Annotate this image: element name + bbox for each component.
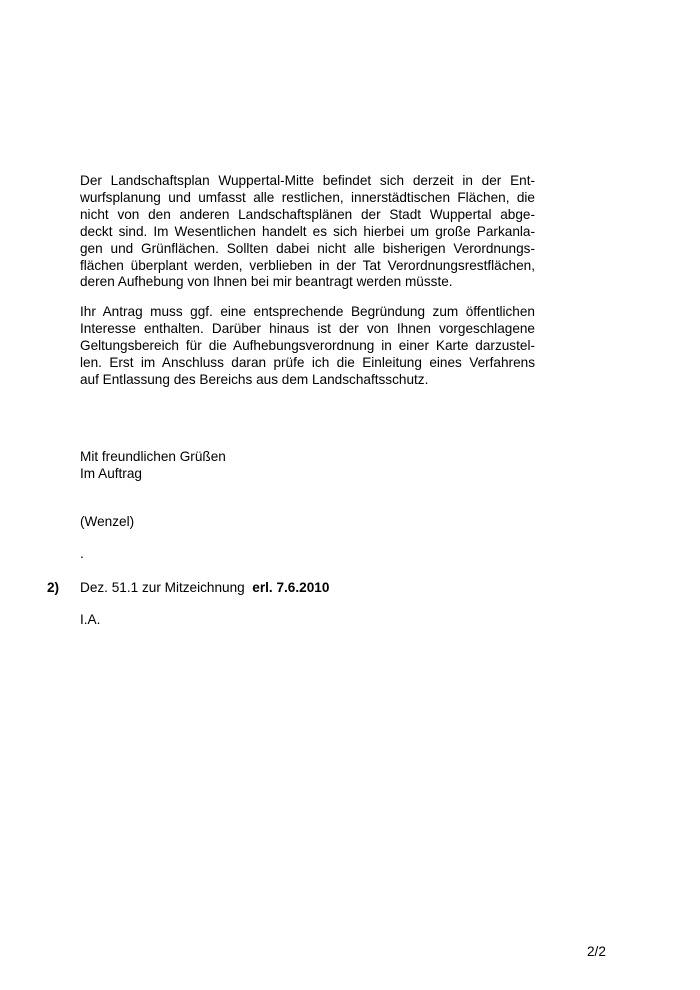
- signer-name: (Wenzel): [80, 514, 135, 529]
- text-line: wurfsplanung und umfasst alle restlichen, innerstädtischen Flächen, die: [80, 189, 535, 205]
- item-number: 2): [47, 580, 60, 595]
- text-line: Geltungsbereich für die Aufhebungsverordnung in einer Karte darzustel-: [80, 337, 535, 353]
- text-line: deckt sind. Im Wesentlichen handelt es sich hierbei um große Parkanla-: [80, 223, 535, 239]
- paragraph-antrag: [80, 304, 535, 389]
- text-line: gen und Grünflächen. Sollten dabei nicht alle bisherigen Verordnungs-: [80, 240, 535, 256]
- closing-on-behalf: Im Auftrag: [80, 466, 142, 481]
- text-line: Interesse enthalten. Darüber hinaus ist der von Ihnen vorgeschlagene: [80, 320, 535, 336]
- text-line: nicht von den anderen Landschaftsplänen der Stadt Wuppertal abge-: [80, 206, 535, 222]
- text-line: deren Aufhebung von Ihnen bei mir beantragt werden müsste.: [80, 274, 453, 290]
- item-text: Dez. 51.1 zur Mitzeichnung: [80, 580, 245, 595]
- item-text-line: [80, 580, 329, 597]
- text-line: auf Entlassung des Bereichs aus dem Landschaftsschutz.: [80, 371, 429, 387]
- closing-greeting: Mit freundlichen Grüßen: [80, 449, 226, 464]
- paragraph-landschaftsplan: [80, 173, 535, 291]
- text-line: Ihr Antrag muss ggf. eine entsprechende Begründung zum öffentlichen: [80, 304, 535, 319]
- item-initials: I.A.: [80, 612, 101, 627]
- page-number: 2/2: [587, 944, 606, 959]
- text-line: flächen überplant werden, verblieben in der Tat Verordnungsrestflächen,: [80, 257, 535, 273]
- dot-mark: .: [80, 546, 84, 561]
- item-status: erl. 7.6.2010: [252, 580, 330, 595]
- text-line: Der Landschaftsplan Wuppertal-Mitte befindet sich derzeit in der Ent-: [80, 173, 535, 188]
- text-line: len. Erst im Anschluss daran prüfe ich die Einleitung eines Verfahrens: [80, 354, 535, 370]
